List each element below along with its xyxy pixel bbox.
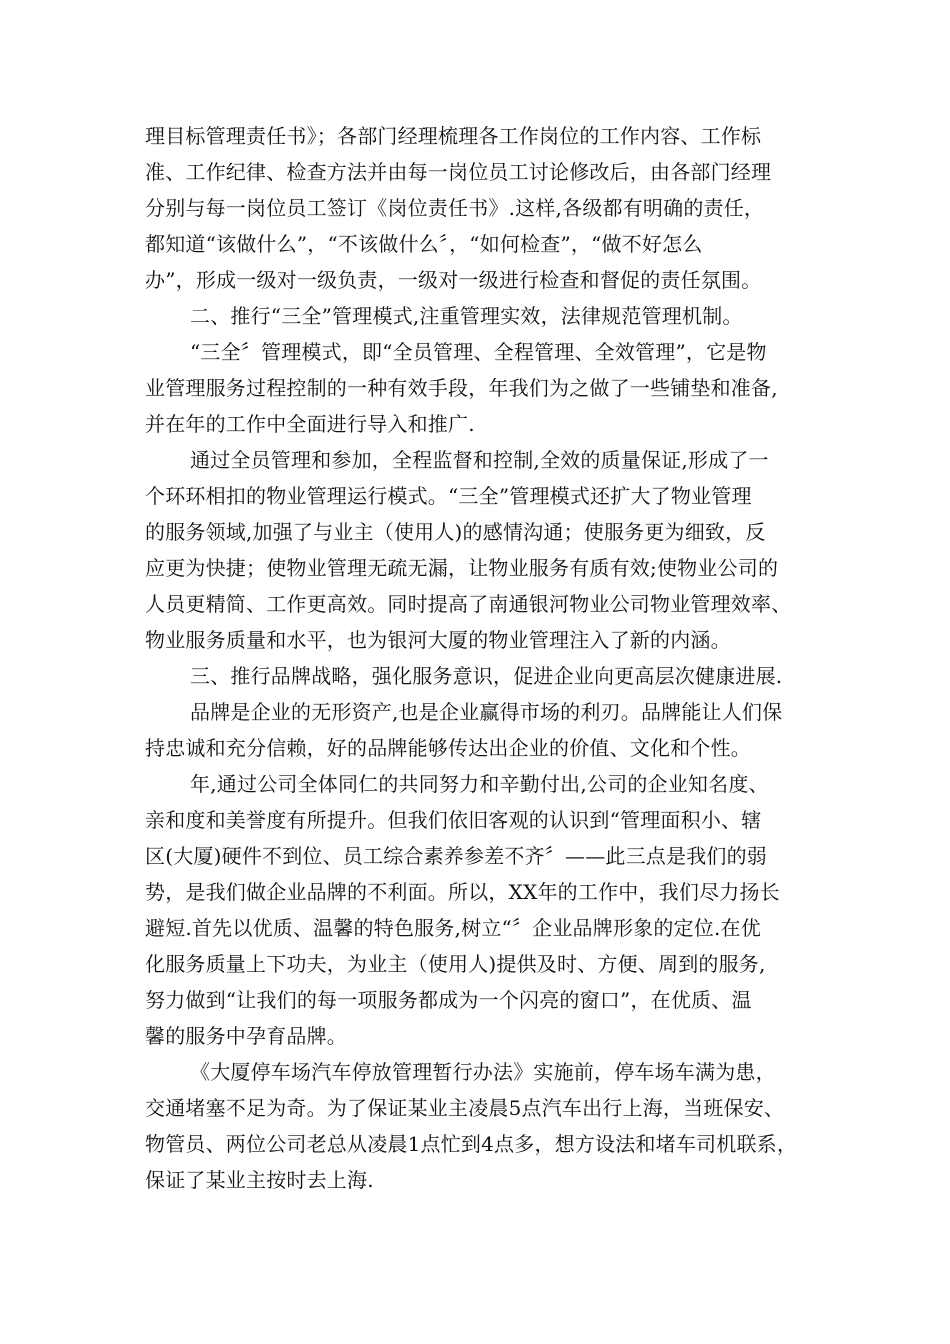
text-line: 个环环相扣的物业管理运行模式。“三全”管理模式还扩大了物业管理 xyxy=(145,484,752,508)
section-heading: 二、推行“三全”管理模式,注重管理实效，法律规范管理机制。 xyxy=(190,304,743,328)
text-line: 馨的服务中孕育品牌。 xyxy=(145,1024,347,1048)
text-line: 的服务领域,加强了与业主（使用人)的感情沟通；使服务更为细致，反 xyxy=(145,520,766,544)
text-line: 势，是我们做企业品牌的不利面。所以，XX年的工作中，我们尽力扬长 xyxy=(145,880,780,904)
text-line: 准、工作纪律、检查方法并由每一岗位员工讨论修改后，由各部门经理 xyxy=(145,160,772,184)
text-line: 区(大厦)硬件不到位、员工综合素养参差不齐〞——此三点是我们的弱 xyxy=(145,844,768,868)
text-line: 避短.首先以优质、温馨的特色服务,树立“〞企业品牌形象的定位.在优 xyxy=(145,916,761,940)
text-line: 并在年的工作中全面进行导入和推广. xyxy=(145,412,475,436)
text-line: 亲和度和美誉度有所提升。但我们依旧客观的认识到“管理面积小、辖 xyxy=(145,808,762,832)
text-line: 理目标管理责任书》；各部门经理梳理各工作岗位的工作内容、工作标 xyxy=(145,124,762,148)
text-line: 交通堵塞不足为奇。为了保证某业主凌晨5点汽车出行上海，当班保安、 xyxy=(145,1096,785,1120)
section-heading: 三、推行品牌战略，强化服务意识，促进企业向更高层次健康进展. xyxy=(190,664,783,688)
text-line: 物管员、两位公司老总从凌晨1点忙到4点多，想方设法和堵车司机联系， xyxy=(145,1132,798,1156)
paragraph-first-line: 品牌是企业的无形资产,也是企业赢得市场的利刃。品牌能让人们保 xyxy=(190,700,783,724)
text-line: 都知道“该做什么”，“不该做什么〞，“如何检查”，“做不好怎么 xyxy=(145,232,703,256)
text-line: 保证了某业主按时去上海. xyxy=(145,1168,374,1192)
paragraph-first-line: 年,通过公司全体同仁的共同努力和辛勤付出,公司的企业知名度、 xyxy=(190,772,769,796)
text-line: 化服务质量上下功夫，为业主（使用人)提供及时、方便、周到的服务, xyxy=(145,952,766,976)
text-line: 办”，形成一级对一级负责，一级对一级进行检查和督促的责任氛围。 xyxy=(145,268,762,292)
text-line: 持忠诚和充分信赖，好的品牌能够传达出企业的价值、文化和个性。 xyxy=(145,736,751,760)
text-line: 努力做到“让我们的每一项服务都成为一个闪亮的窗口”，在优质、温 xyxy=(145,988,752,1012)
paragraph-first-line: 《大厦停车场汽车停放管理暂行办法》实施前，停车场车满为患， xyxy=(190,1060,776,1084)
paragraph-first-line: “三全〞管理模式，即“全员管理、全程管理、全效管理”，它是物 xyxy=(190,340,767,364)
text-line: 分别与每一岗位员工签订《岗位责任书》.这样,各级都有明确的责任， xyxy=(145,196,765,220)
text-line: 应更为快捷；使物业管理无疏无漏，让物业服务有质有效;使物业公司的 xyxy=(145,556,779,580)
text-line: 物业服务质量和水平，也为银河大厦的物业管理注入了新的内涵。 xyxy=(145,628,731,652)
text-line: 业管理服务过程控制的一种有效手段，年我们为之做了一些铺垫和准备, xyxy=(145,376,778,400)
text-line: 人员更精简、工作更高效。同时提高了南通银河物业公司物业管理效率、 xyxy=(145,592,792,616)
paragraph-first-line: 通过全员管理和参加，全程监督和控制,全效的质量保证,形成了一 xyxy=(190,448,769,472)
